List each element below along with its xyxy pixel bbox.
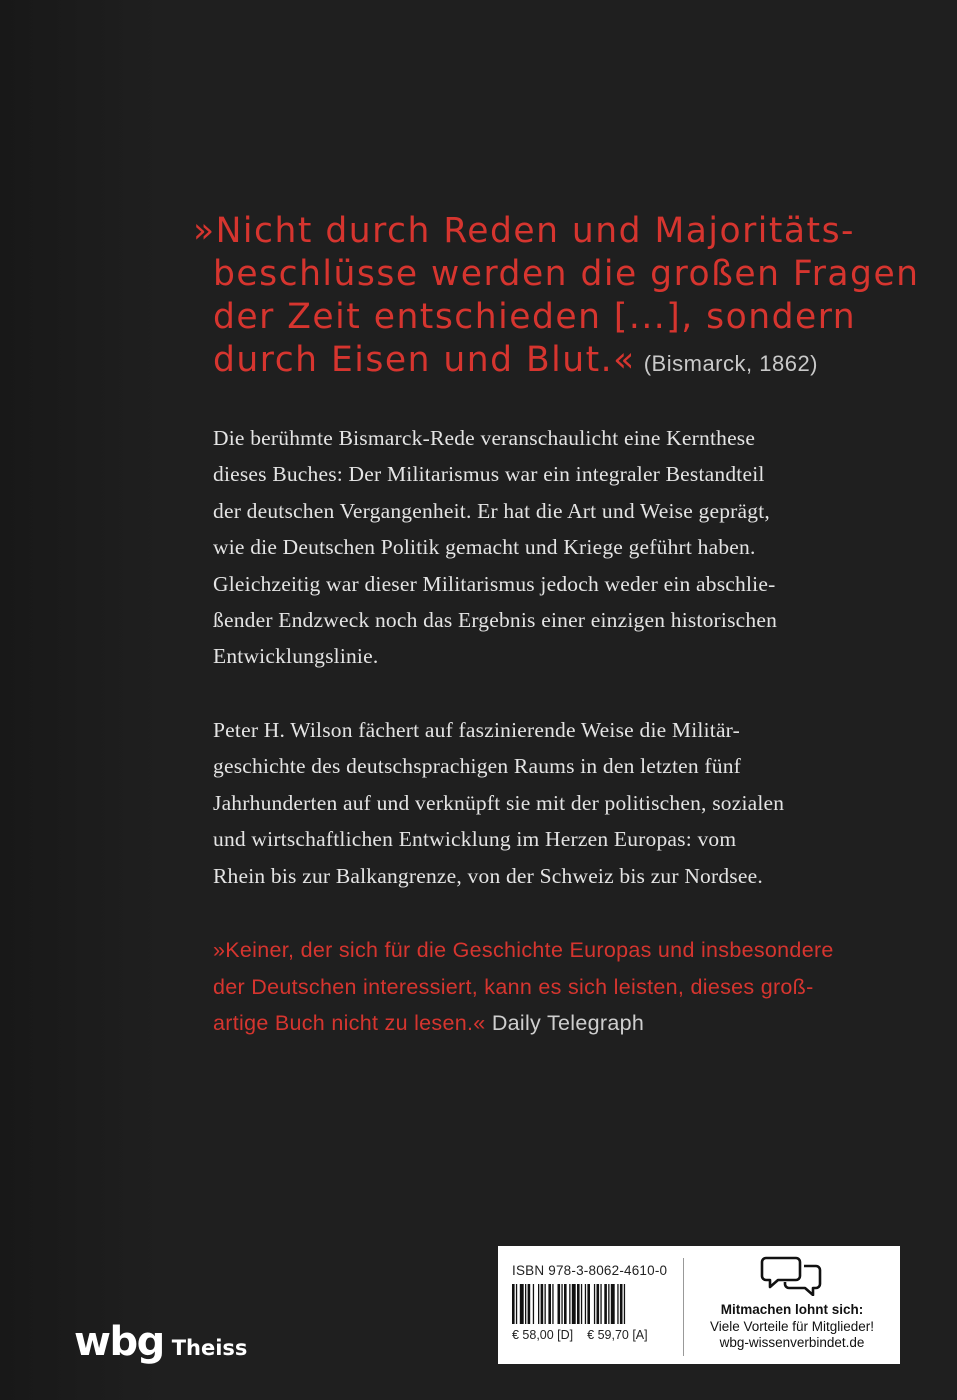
barcode-bar — [541, 1284, 544, 1324]
barcode-bar — [538, 1284, 539, 1324]
barcode-bar — [594, 1284, 595, 1324]
barcode-bar — [545, 1284, 546, 1324]
barcode-bar — [611, 1284, 615, 1324]
barcode-bar — [577, 1284, 580, 1324]
publisher-logo — [74, 1319, 248, 1365]
publisher-website[interactable]: wbg-wissenverbindet.de — [719, 1335, 865, 1350]
price-austria: € 59,70 [A] — [587, 1328, 648, 1342]
quote-line-last — [193, 339, 913, 385]
quote-line: der Zeit entschieden [...], sondern — [213, 297, 857, 337]
barcode-bar — [569, 1284, 570, 1324]
price-germany: € 58,00 [D] — [512, 1328, 574, 1342]
barcode-bar — [585, 1284, 586, 1324]
barcode-bar — [604, 1284, 607, 1324]
barcode-bar — [552, 1284, 553, 1324]
barcode-bar — [600, 1284, 601, 1324]
isbn-section — [498, 1246, 683, 1364]
barcode-bar — [572, 1284, 576, 1324]
text-line: und wirtschaftlichen Entwicklung im Herzen Europas: vom — [213, 827, 737, 852]
text-line: Die berühmte Bismarck-Rede veranschaulicht eine Kernthese — [213, 426, 756, 450]
barcode-bar — [525, 1284, 526, 1324]
review-line-text: artige Buch nicht zu lesen.« — [213, 1011, 486, 1035]
barcode — [512, 1284, 672, 1324]
quote-line-text: durch Eisen und Blut.« — [213, 340, 636, 380]
text-line: Entwicklungslinie. — [213, 644, 379, 669]
text-line: der deutschen Vergangenheit. Er hat die Art und Weise geprägt, — [213, 498, 770, 523]
promo-text: Viele Vorteile für Mitglieder! — [709, 1318, 875, 1334]
text-line: dieses Buches: Der Militarismus war ein integraler Bestandteil — [213, 462, 765, 487]
imprint-name: Theiss — [171, 1336, 248, 1360]
barcode-bar — [620, 1284, 623, 1324]
membership-promo — [684, 1246, 900, 1364]
barcode-bar — [533, 1284, 534, 1324]
quote-line: »Nicht durch Reden und Majoritäts- — [193, 211, 856, 251]
barcode-bar — [581, 1284, 582, 1324]
text-line: Gleichzeitig war dieser Militarismus jedoch weder ein abschlie- — [213, 571, 776, 596]
text-line: Peter H. Wilson fächert auf faszinierende Weise die Militär- — [213, 718, 740, 742]
barcode-bar — [548, 1284, 551, 1324]
barcode-bar — [558, 1284, 561, 1324]
barcode-bar — [587, 1284, 590, 1324]
press-review — [213, 932, 913, 1042]
text-line: Rhein bis zur Balkangrenze, von der Schweiz bis zur Nordsee. — [213, 863, 763, 888]
bismarck-quote — [193, 210, 920, 385]
barcode-bar — [617, 1284, 618, 1324]
quote-line: beschlüsse werden die großen Fragen — [213, 254, 920, 294]
description-paragraph-2 — [213, 712, 913, 894]
barcode-bar — [528, 1284, 531, 1324]
text-line: wie die Deutschen Politik gemacht und Kriege geführt haben. — [213, 535, 756, 560]
review-source: Daily Telegraph — [491, 1011, 645, 1035]
barcode-bar — [512, 1284, 515, 1324]
text-line: geschichte des deutschsprachigen Raums in den letzten fünf — [213, 754, 742, 779]
barcode-bar — [561, 1284, 562, 1324]
price-row — [512, 1328, 683, 1342]
barcode-panel — [498, 1246, 900, 1364]
description-paragraph-1 — [213, 420, 913, 675]
review-line: der Deutschen interessiert, kann es sich leisten, dieses groß- — [213, 974, 814, 999]
promo-title: Mitmachen lohnt sich: — [720, 1302, 864, 1317]
barcode-bar — [564, 1284, 567, 1324]
review-line-last — [213, 1005, 913, 1042]
wbg-logo-text: wbg — [74, 1319, 164, 1365]
chat-bubbles-icon — [760, 1254, 824, 1296]
barcode-bar — [624, 1284, 625, 1324]
barcode-bar — [516, 1284, 517, 1324]
review-line: »Keiner, der sich für die Geschichte Europas und insbesondere — [213, 938, 834, 962]
isbn-number: ISBN 978-3-8062-4610-0 — [512, 1263, 668, 1278]
text-line: ßender Endzweck noch das Ergebnis einer einzigen historischen — [213, 608, 778, 633]
barcode-bar — [597, 1284, 600, 1324]
quote-attribution: (Bismarck, 1862) — [643, 351, 819, 376]
barcode-bar — [520, 1284, 524, 1324]
text-line: Jahrhunderten auf und verknüpft sie mit der politischen, sozialen — [213, 790, 785, 815]
barcode-bar — [608, 1284, 609, 1324]
spine-shadow — [0, 0, 160, 1400]
